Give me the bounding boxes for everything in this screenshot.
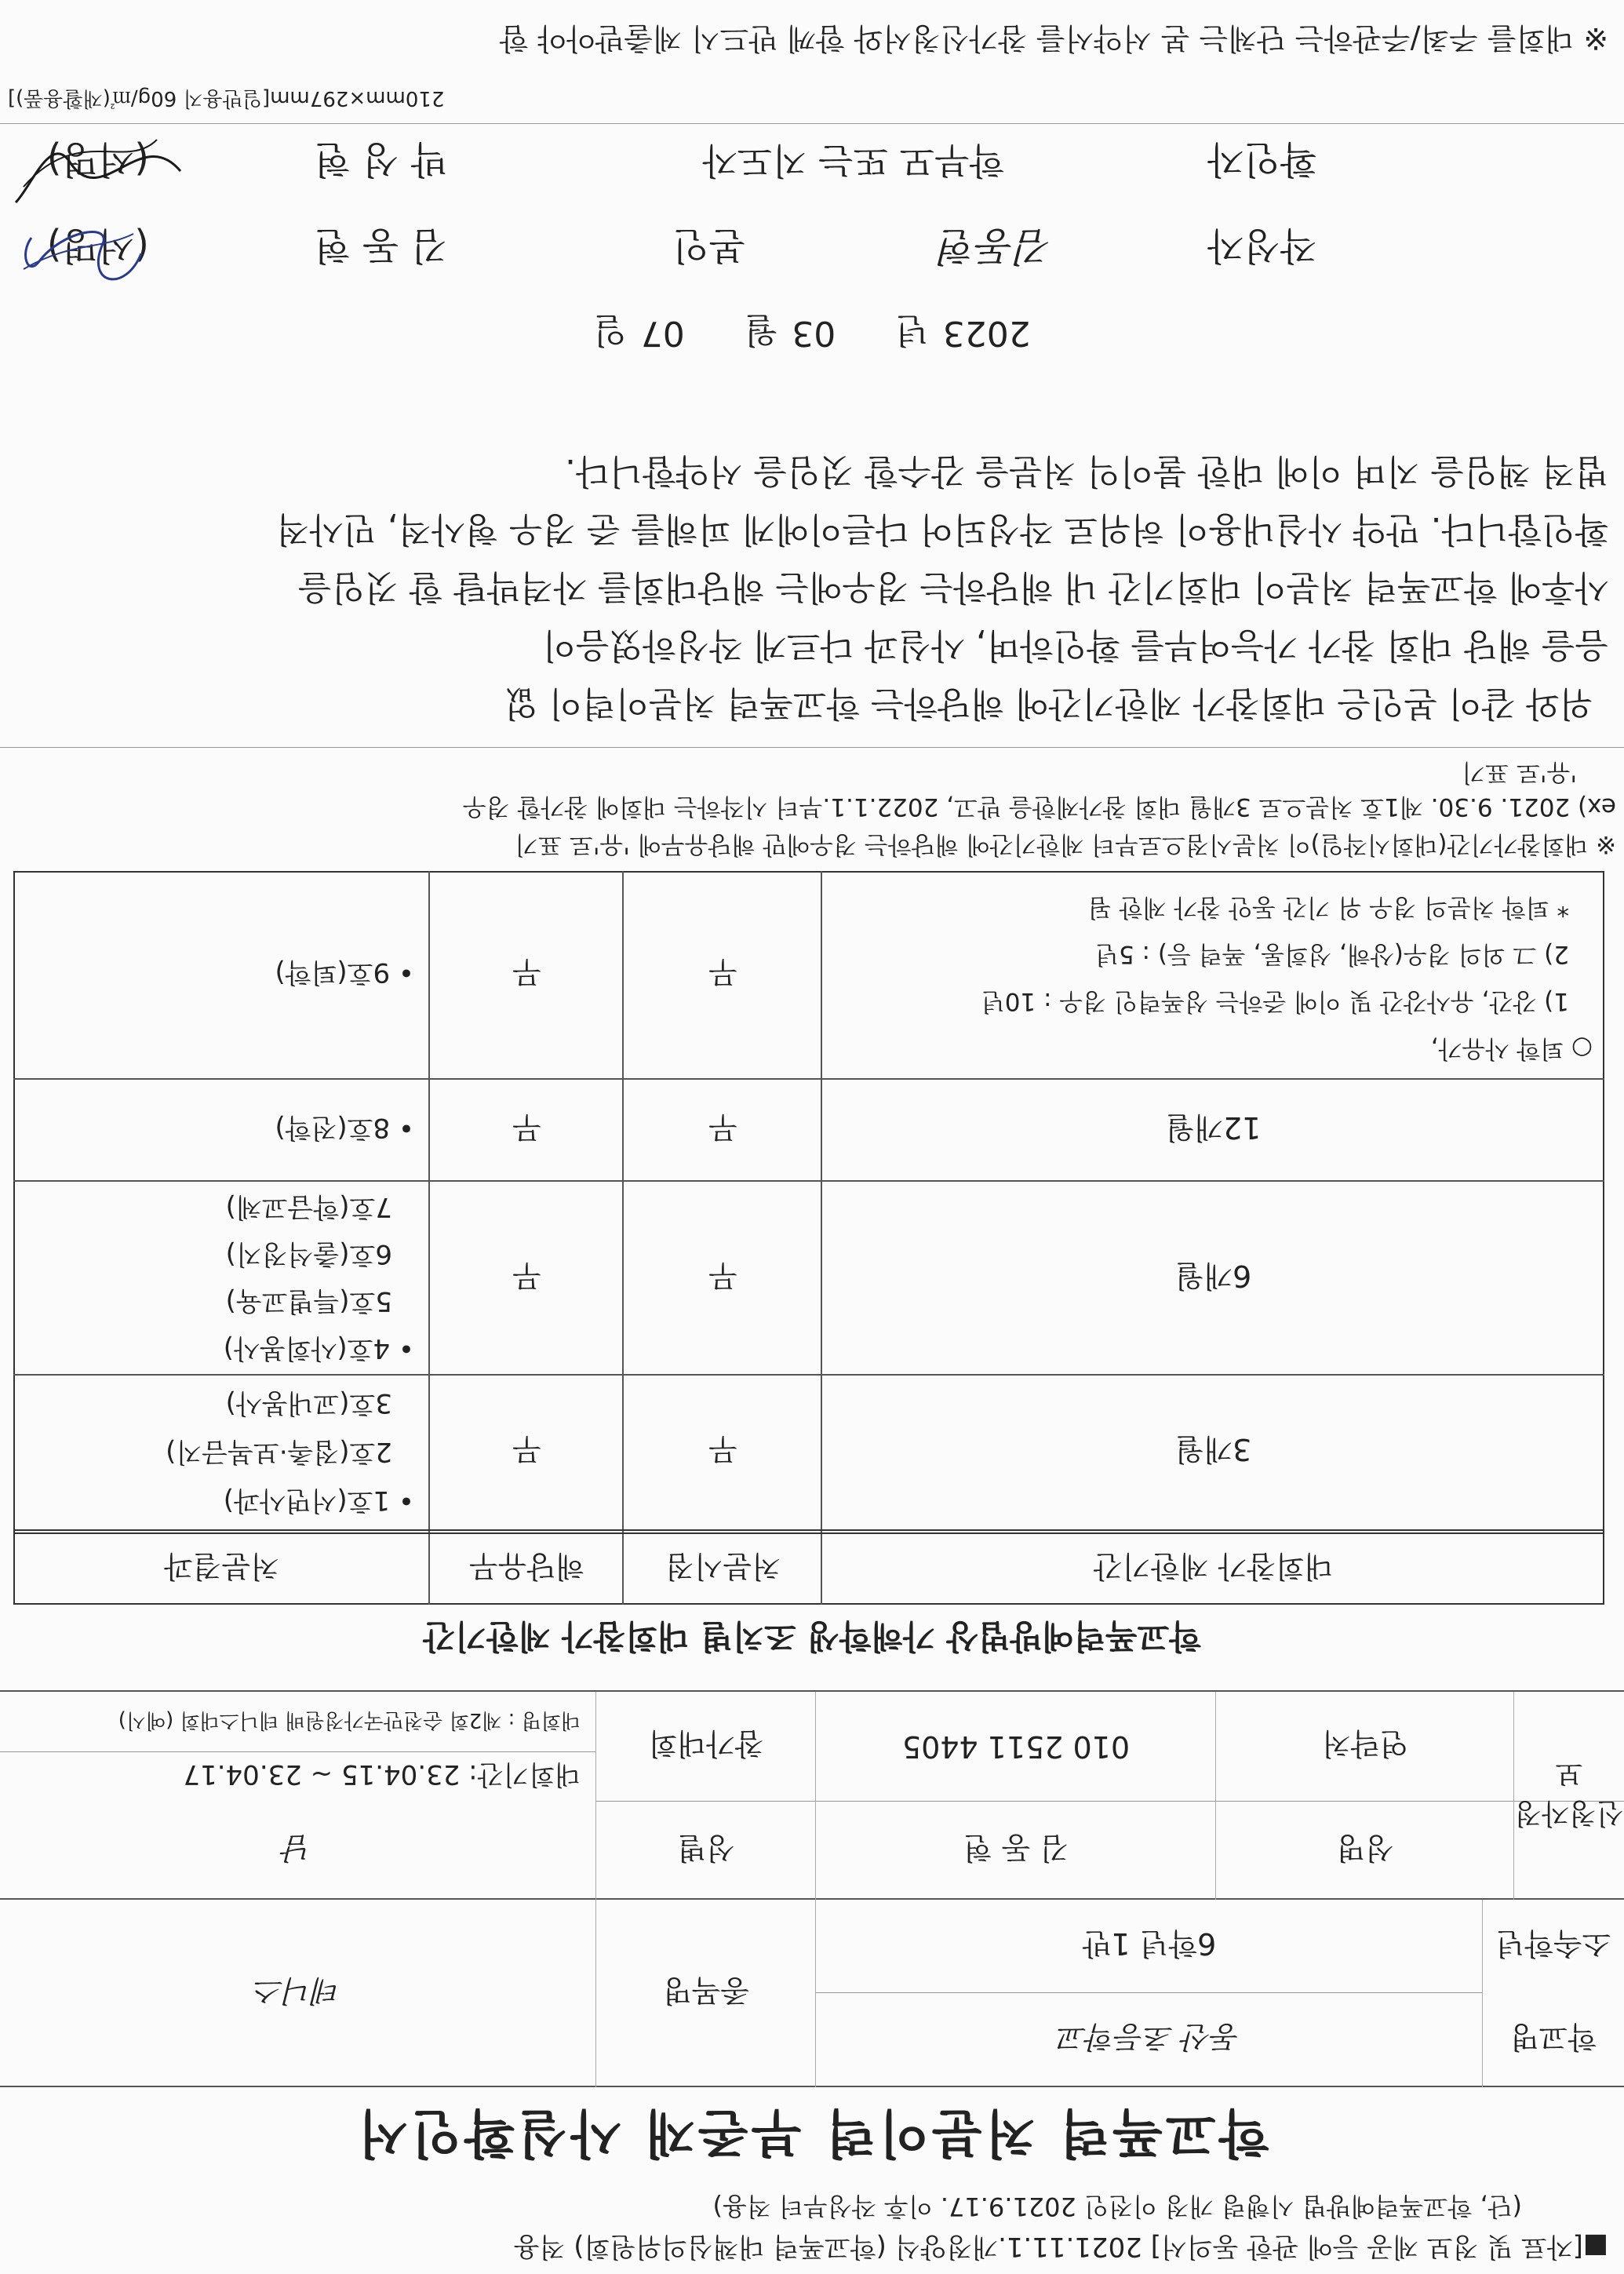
statement-line: 사후에 학교폭력 처분이 대회기간 내 해당하는 경우에는 해당대회를 자격박탈 할 것임을: [297, 567, 1608, 607]
category-label: 종목명: [662, 1973, 750, 2008]
statement-line: 확인합니다. 만약 사실내용이 허위로 작성되어 다른이에게 피해를 준 경우 형사적, 민사적: [276, 509, 1608, 549]
result-line: 5호(특별교육): [225, 1285, 392, 1317]
date-year: 2023: [942, 313, 1031, 354]
statement-top-divider: [0, 747, 1624, 748]
grade-value: 6학년 1반: [1082, 1926, 1217, 1961]
confirmer-label: 확인자: [1207, 137, 1316, 182]
result-line: 2호(접촉·보복금지): [166, 1436, 392, 1467]
criteria-table-title: 학교폭력예방법상 가해학생 조치별 대회참가 제한기간: [423, 1617, 1201, 1656]
applicant-group-label: 신청자정보: [1514, 1757, 1624, 1830]
criteria-row-2-applicable: 무: [512, 1259, 541, 1293]
signature-bottom-divider: [0, 123, 1624, 124]
criteria-row-3-applicable: 무: [512, 1110, 541, 1146]
paper-spec: 210mm×297mm[일반용지 60g/㎡(재활용품)]: [8, 86, 445, 111]
confirmer-name: 박 성 현: [314, 137, 447, 182]
name-value: 김 동 현: [963, 1831, 1069, 1865]
criteria-row-3-date: 무: [708, 1110, 737, 1146]
gender-label: 성별: [677, 1831, 735, 1865]
confirmer-role: 학부모 또는 지도자: [702, 140, 1004, 182]
date-year-unit: 년: [895, 310, 929, 350]
competition-label: 참가대회: [648, 1726, 764, 1762]
criteria-row-1-date: 무: [708, 1432, 737, 1467]
contact-value: 010 2511 4405: [901, 1729, 1131, 1764]
date-day: 07: [640, 313, 685, 354]
school-value: 동산 초등학교: [1058, 2020, 1241, 2055]
name-label: 성명: [1336, 1831, 1394, 1865]
criteria-row-4-result: • 9호(퇴학): [275, 957, 414, 989]
confirmer-signature-scribble: [8, 100, 188, 218]
header-note: ■[자료 및 정보 제공 등에 관한 동의서] 2021.11.1.개정양식 (학교폭력 대책심의위원회) 적용: [513, 2231, 1608, 2263]
applicant-name: 김 동 현: [314, 224, 447, 268]
header-subnote: (단, 학교폭력예방법 시행령 개정 이전인 2021.9.17. 이후 작성부터 적용): [712, 2192, 1522, 2221]
criteria-row-2-result: [22, 1183, 414, 1372]
result-line: 7호(학급교체): [225, 1191, 392, 1223]
criteria-row-1-result: [22, 1376, 414, 1525]
restriction-line: ○ 퇴학 사유가,: [1430, 1034, 1593, 1062]
statement-line: 위와 같이 본인은 대회참가 제한기간에 해당하는 학교폭력 처분이력이 없: [504, 683, 1593, 723]
criteria-row-4-restriction: [828, 876, 1593, 1072]
criteria-header-restriction: 대회참가 제한기간: [1093, 1549, 1334, 1584]
date-month-unit: 월: [744, 310, 778, 350]
category-value: 테니스: [254, 1973, 342, 2008]
competition-period: 대회기간: 23.04.15 ~ 23.04.17: [183, 1758, 581, 1790]
result-line: 6호(출석정지): [225, 1238, 392, 1270]
criteria-row-4-applicable: 무: [512, 955, 541, 990]
applicant-handwritten-name: 김동현: [939, 224, 1054, 269]
document-title: 학교폭력 처분이력 부존재 사실확인서: [355, 2103, 1269, 2164]
applicant-seal: (서명): [46, 224, 149, 268]
footnote-line-2: ex) 2021. 9.30. 제1호 처분으로 3개월 대회 참가제한을 받고, 2022.1.1.부터 시작하는 대회에 참가할 경우: [462, 793, 1616, 822]
result-line: • 1호(서면사과): [223, 1485, 414, 1516]
statement-paragraph: [8, 418, 1608, 732]
criteria-row-1-applicable: 무: [512, 1432, 541, 1467]
confirmer-seal: (서명): [46, 137, 149, 182]
criteria-header-applicable: 해당유무: [469, 1549, 584, 1584]
restriction-line: 1) 강간, 유사강간 및 이에 준하는 성폭력인 경우 : 10년: [981, 987, 1569, 1015]
gender-value: 남: [283, 1831, 313, 1865]
competition-name: 대회명 : 제2회 순천만국가정원배 테니스대회 (예시): [118, 1708, 581, 1732]
document-date: [0, 306, 1624, 361]
restriction-line: 2) 그 외의 경우(상해, 성희롱, 폭력 등) : 5년: [1095, 940, 1569, 968]
statement-line: 음을 해당 대회 참가 가능여부를 확인하며, 사실과 다르게 작성하였음이: [542, 625, 1608, 665]
criteria-row-3-restriction: 12개월: [1165, 1110, 1262, 1146]
bottom-note: ※ 대회를 주최/주관하는 단체는 본 서약서를 참가신청서와 함께 반드시 제출받아야 함: [499, 21, 1608, 56]
criteria-row-2-date: 무: [708, 1259, 737, 1293]
school-label: 학교명: [1509, 2020, 1597, 2055]
applicant-signature-scribble: [8, 206, 157, 308]
criteria-header-result: 처분결과: [164, 1549, 279, 1584]
criteria-row-4-date: 무: [708, 955, 737, 990]
contact-label: 연락처: [1321, 1726, 1409, 1762]
statement-line: 법적 책임을 지며 이에 대한 불이익 처분을 감수할 것임을 서약합니다.: [565, 451, 1608, 491]
applicant-label: 작성자: [1207, 224, 1316, 268]
date-month: 03: [792, 313, 836, 354]
criteria-row-2-restriction: 6개월: [1174, 1259, 1252, 1293]
restriction-line: * 퇴학 처분의 경우 위 기간 동안 참가 제한 됨: [1087, 893, 1569, 921]
footnote-line-1: ※ 대회참가기간(대회시작일)이 처분시점으로부터 제한기간에 해당하는 경우에만 해당유무에 '유'로 표기: [515, 830, 1616, 859]
applicant-relation: 본인: [672, 224, 745, 268]
result-line: 3호(교내봉사): [225, 1387, 392, 1419]
criteria-row-3-result: • 8호(전학): [275, 1112, 414, 1144]
date-day-unit: 일: [593, 310, 627, 350]
criteria-header-date: 처분시점: [665, 1549, 781, 1584]
criteria-row-1-restriction: 3개월: [1174, 1432, 1252, 1467]
grade-label: 소속학년: [1495, 1926, 1611, 1961]
footnote-line-3: '유'로 표기: [1462, 758, 1577, 787]
result-line: • 4호(사회봉사): [223, 1332, 414, 1364]
